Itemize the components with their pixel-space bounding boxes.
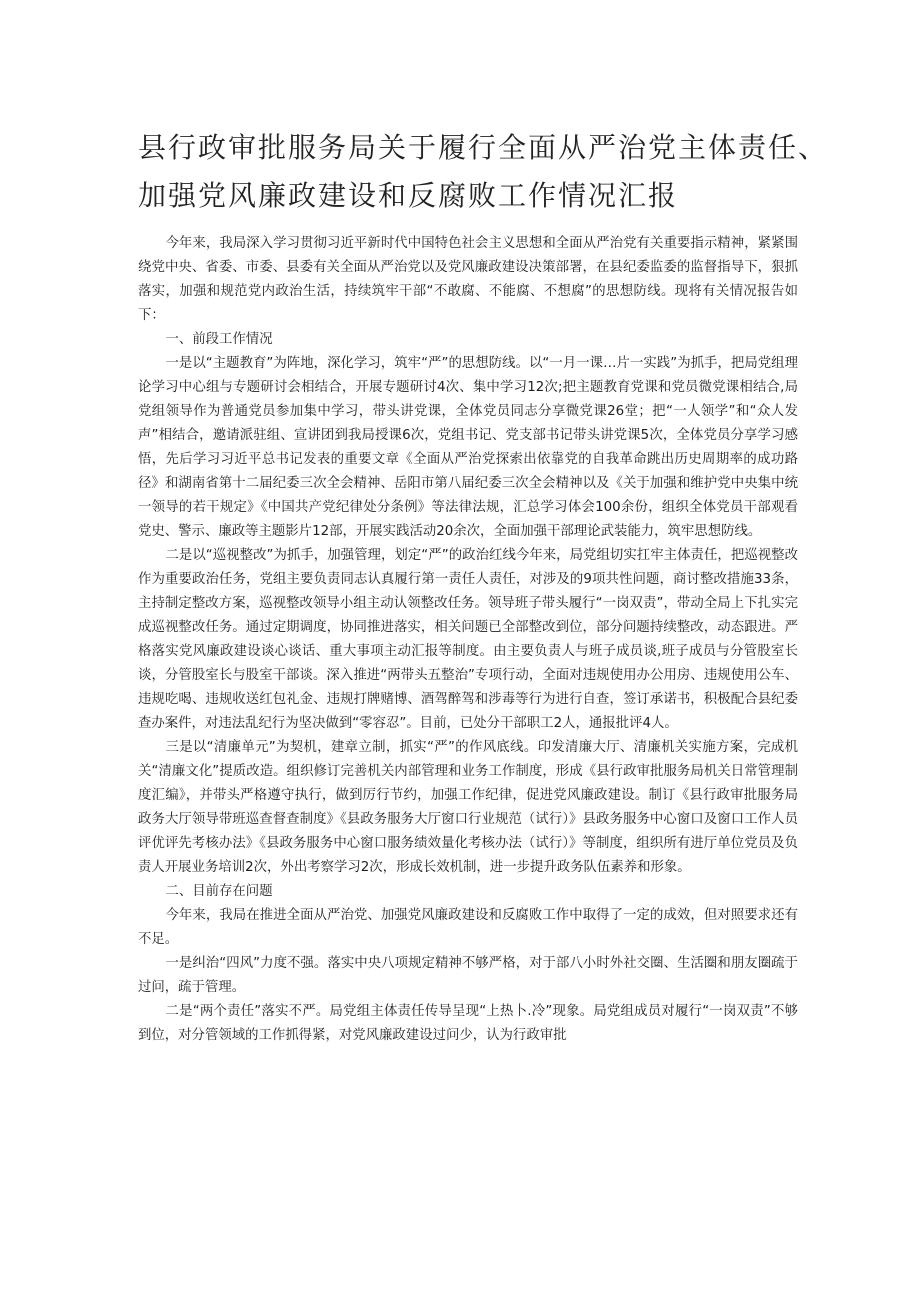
paragraph-four-winds: 一是纠治“四风”力度不强。落实中央八项规定精神不够严格，对于部八小时外社交圈、生活圈和朋友圈疏于过问，疏于管理。 bbox=[138, 956, 798, 995]
document-title bbox=[138, 124, 829, 220]
paragraph-theme-education: 一是以“主题教育”为阵地，深化学习，筑牢“严”的思想防线。以“一月一课…片一实践”为抓手，把局党组理论学习中心组与专题研讨会相结合，开展专题研讨4次、集中学习12次;把主题教育党课和党员微党课相结合,局党组领导作为普通党员参加集中学习，带头讲党课，全体党员同志分享微党课26堂；把“一人领学”和“众人发声”相结合，邀请派驻组、宣讲团到我局授课6次，党组书记、党支部书记带头讲党课5次，全体党员分享学习感悟，先后学习习近平总书记发表的重要文章《全面从严治党探索出依靠党的自我革命跳出历史周期率的成功路径》和湖南省第十二届纪委三次全会精神、岳阳市第八届纪委三次全会精神以及《关于加强和维护党中央集中统一领导的若干规定》《中国共产党纪律处分条例》等法律法规，汇总学习体会100余份，组织全体党员干部观看党史、警示、廉政等主题影片12部，开展实践活动20余次，全面加强干部理论武装能力，筑牢思想防线。 bbox=[138, 356, 798, 539]
paragraph-two-responsibilities: 二是“两个责任”落实不严。局党组主体责任传导呈现“上热卜.冷”现象。局党组成员对履行“一岗双责”不够到位，对分管领域的工作抓得紧，对党风廉政建设过问少，认为行政审批 bbox=[138, 1004, 798, 1043]
paragraph-problems-intro: 今年来，我局在推进全面从严治党、加强党风廉政建设和反腐败工作中取得了一定的成效，但对照要求还有不足。 bbox=[138, 908, 798, 947]
title-line-2: 加强党风廉政建设和反腐败工作情况汇报 bbox=[138, 179, 679, 212]
paragraph-clean-unit: 三是以“清廉单元”为契机，建章立制，抓实“严”的作风底线。印发清廉大厅、清廉机关实施方案，完成机关“清廉文化”提质改造。组织修订完善机关内部管理和业务工作制度，形成《县行政审批服务局机关日常管理制度汇编》，并带头严格遵守执行，做到厉行节约，加强工作纪律，促进党风廉政建设。制订《县行政审批服务局政务大厅领导带班巡查督查制度》《县政务服务大厅窗口行业规范（试行）》县政务服务中心窗口及窗口工作人员评优评先考核办法》《县政务服务中心窗口服务绩效量化考核办法（试行）》等制度，组织所有进厅单位党员及负责人开展业务培训2次，外出考察学习2次，形成长效机制，进一步提升政务队伍素养和形象。 bbox=[138, 740, 798, 875]
intro-paragraph: 今年来，我局深入学习贯彻习近平新时代中国特色社会主义思想和全面从严治党有关重要指示精神，紧紧围绕党中央、省委、市委、县委有关全面从严治党以及党风廉政建设决策部署，在县纪委监委的监督指导下，狠抓落实，加强和规范党内政治生活，持续筑牢干部“不敢腐、不能腐、不想腐”的思想防线。现将有关情况报告如下： bbox=[138, 236, 798, 323]
section-heading-2: 二、目前存在问题 bbox=[165, 884, 273, 899]
title-line-1: 县行政审批服务局关于履行全面从严治党主体责任、 bbox=[138, 131, 829, 164]
section-heading-1: 一、前段工作情况 bbox=[165, 332, 273, 347]
paragraph-inspection-rectification: 二是以“巡视整改”为抓手，加强管理，划定“严”的政治红线今年来，局党组切实扛牢主体责任，把巡视整改作为重要政治任务，党组主要负责同志认真履行第一责任人责任，对涉及的9项共性问题，商讨整改措施33条，主持制定整改方案，巡视整改领导小组主动认领整改任务。领导班子带头履行“一岗双责”，带动全局上下扎实完成巡视整改任务。通过定期调度，协同推进落实，相关问题已全部整改到位，部分问题持续整改，动态跟进。严格落实党风廉政建设谈心谈话、重大事项主动汇报等制度。由主要负责人与班子成员谈,班子成员与分管股室长谈，分管股室长与股室干部谈。深入推进“两带头五整治”专项行动，全面对违规使用办公用房、违规使用公车、违规吃喝、违规收送红包礼金、违规打牌赌博、酒驾醉驾和涉毒等行为进行自查，签订承诺书，积极配合县纪委查办案件，对违法乱纪行为坚决做到“零容忍”。目前，已处分干部职工2人，通报批评4人。 bbox=[138, 548, 798, 731]
document-body bbox=[138, 232, 798, 1048]
